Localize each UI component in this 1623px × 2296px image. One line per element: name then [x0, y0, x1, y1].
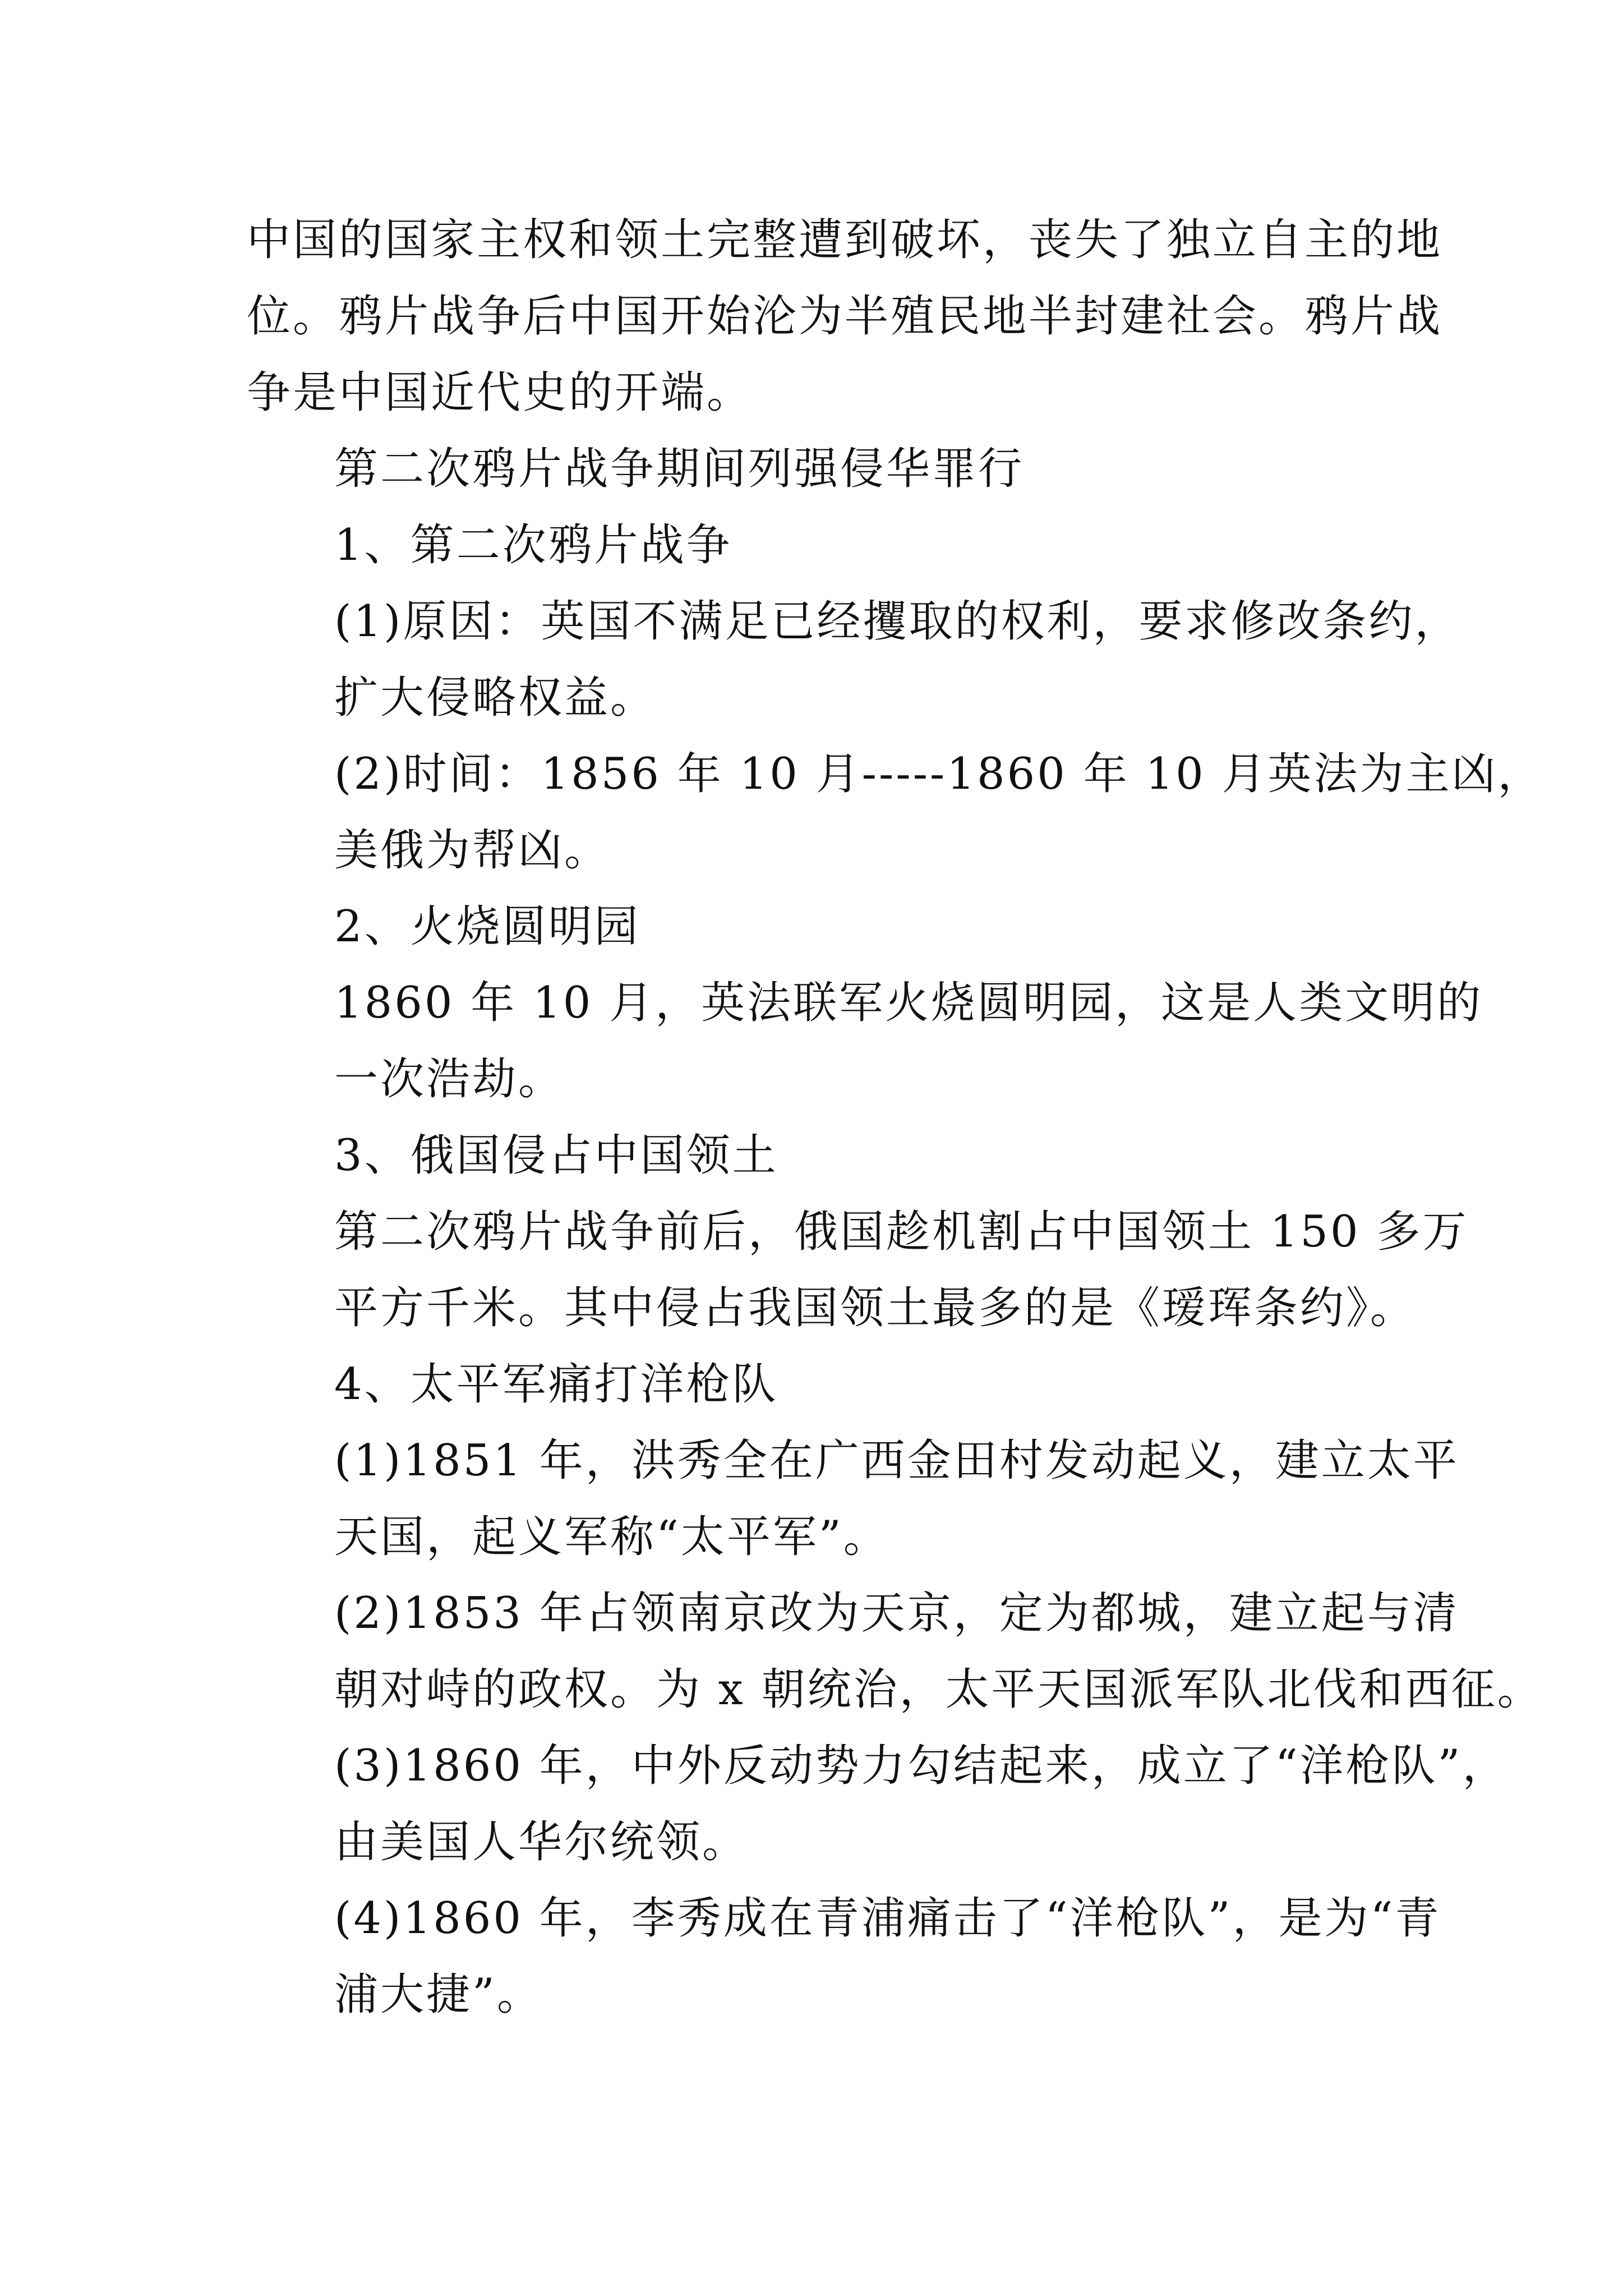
paragraph	[247, 507, 1385, 583]
text-line: 4、太平军痛打洋枪队	[334, 1359, 778, 1410]
text-line: 中国的国家主权和领土完整遭到破坏，丧失了独立自主的地	[247, 215, 1443, 265]
text-line: 美俄为帮凶。	[334, 825, 611, 876]
text-line: (4)1860 年，李秀成在青浦痛击了“洋枪队”，是为“青	[334, 1893, 1441, 1944]
paragraph	[247, 1117, 1385, 1194]
paragraph	[247, 202, 1443, 431]
paragraph	[247, 1194, 1469, 1346]
text-line: 1860 年 10 月，英法联军火烧圆明园，这是人类文明的	[334, 978, 1483, 1028]
text-line: 天国，起义军称“太平军”。	[334, 1512, 889, 1562]
text-line: 3、俄国侵占中国领土	[334, 1130, 778, 1181]
text-line: (1)原因：英国不满足已经攫取的权利，要求修改条约，	[334, 596, 1461, 647]
text-line: 浦大捷”。	[334, 1970, 543, 2020]
text-line: 2、火烧圆明园	[334, 901, 640, 952]
text-line: 平方千米。其中侵占我国领土最多的是《瑷珲条约》。	[334, 1283, 1417, 1333]
text-line: 1、第二次鸦片战争	[334, 520, 732, 570]
text-line: 位。鸦片战争后中国开始沦为半殖民地半封建社会。鸦片战	[247, 291, 1443, 342]
text-line: 第二次鸦片战争期间列强侵华罪行	[334, 444, 1025, 494]
text-line: 一次浩劫。	[334, 1054, 565, 1105]
text-line: (1)1851 年，洪秀全在广西金田村发动起义，建立太平	[334, 1435, 1459, 1486]
text-line: 扩大侵略权益。	[334, 673, 657, 723]
paragraph	[247, 965, 1483, 1117]
text-line: 第二次鸦片战争前后，俄国趁机割占中国领土 150 多万	[334, 1207, 1469, 1257]
text-line: 争是中国近代史的开端。	[247, 367, 753, 418]
text-line: 朝对峙的政权。为 x 朝统治，太平天国派军队北伐和西征。	[334, 1664, 1543, 1715]
paragraph	[247, 1728, 1509, 1880]
text-line: (2)时间：1856 年 10 月-----1860 年 10 月英法为主凶，	[334, 749, 1544, 799]
paragraph	[247, 1575, 1543, 1728]
paragraph	[247, 736, 1544, 889]
paragraph	[247, 1423, 1459, 1575]
paragraph	[247, 1346, 1385, 1423]
text-line: (2)1853 年占领南京改为天京，定为都城，建立起与清	[334, 1588, 1459, 1639]
document-body	[247, 202, 1544, 2033]
paragraph	[247, 1880, 1441, 2033]
paragraph	[247, 583, 1461, 736]
text-line: (3)1860 年，中外反动势力勾结起来，成立了“洋枪队”，	[334, 1741, 1509, 1791]
paragraph	[247, 889, 1385, 965]
text-line: 由美国人华尔统领。	[334, 1817, 749, 1867]
paragraph	[247, 431, 1385, 507]
